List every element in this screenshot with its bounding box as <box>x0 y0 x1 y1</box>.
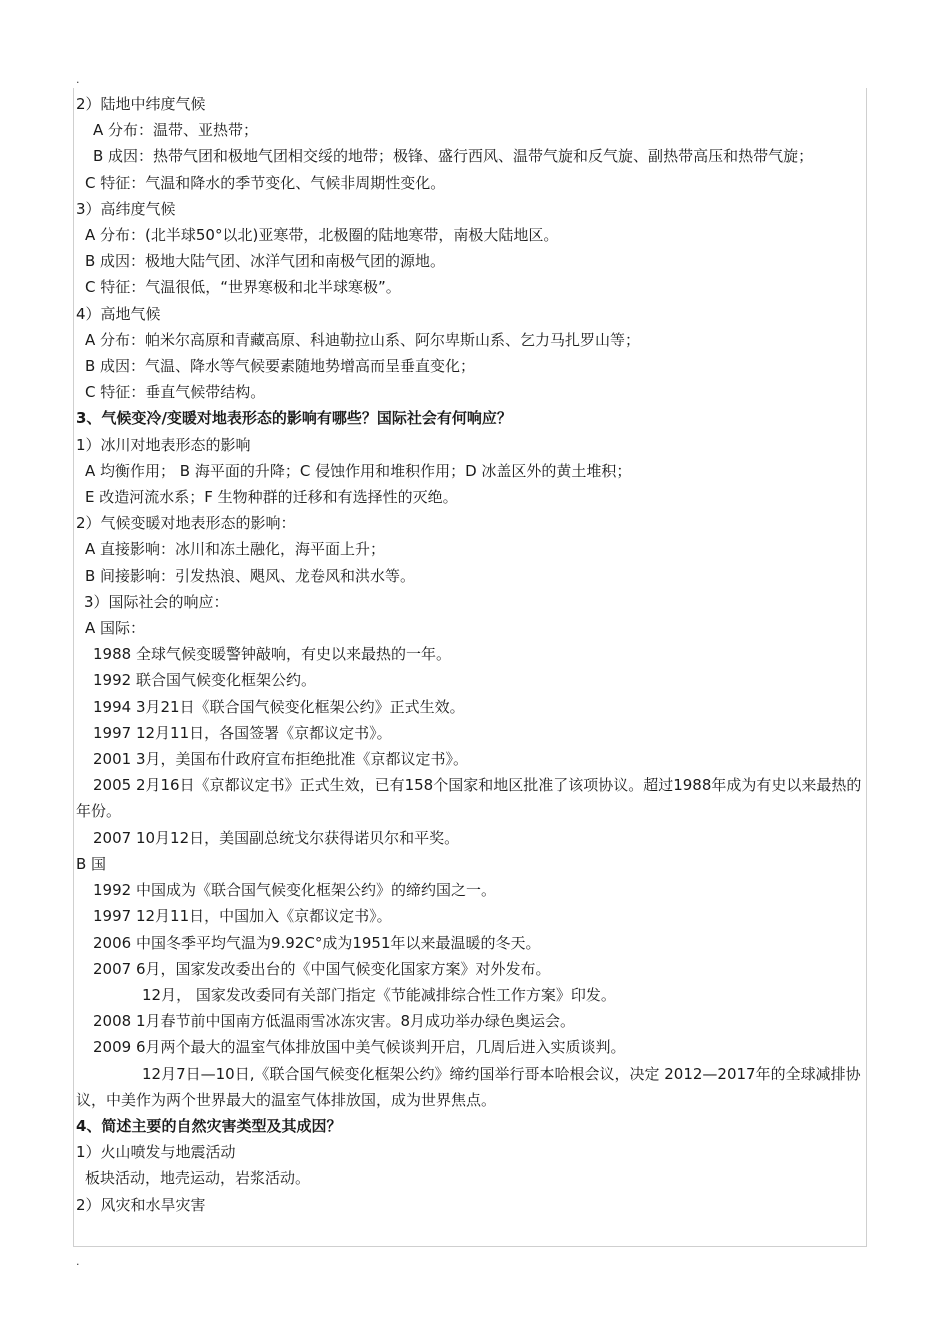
timeline-entry: 1997 12月11日，各国签署《京都议定书》。 <box>93 723 392 742</box>
timeline-entry: 2008 1月春节前中国南方低温雨雪冰冻灾害。8月成功举办绿色奥运会。 <box>93 1012 576 1031</box>
list-item: C 特征：气温很低，“世界寒极和北半球寒极”。 <box>85 278 401 297</box>
subheading-international-response: 3）国际社会的响应： <box>84 592 229 611</box>
section-label-international: A 国际： <box>85 619 146 638</box>
list-item: C 特征：气温和降水的季节变化、气候非周期性变化。 <box>85 173 446 192</box>
list-item: C 特征：垂直气候带结构。 <box>85 383 266 402</box>
list-item: A 直接影响：冰川和冻土融化，海平面上升； <box>85 540 386 559</box>
timeline-entry: 12月， 国家发改委同有关部门指定《节能减排综合性工作方案》印发。 <box>142 985 616 1004</box>
timeline-entry-text: 12月7日—10日,《联合国气候变化框架公约》缔约国举行哥本哈根会议，决定 2012—2017年的全球减排协议，中美作为两个世界最大的温室气体排放国，成为世界焦点。 <box>76 1064 861 1109</box>
document-body <box>76 91 866 1218</box>
timeline-entry: 2007 10月12日，美国副总统戈尔获得诺贝尔和平奖。 <box>93 828 460 847</box>
timeline-entry: 1997 12月11日，中国加入《京都议定书》。 <box>93 907 392 926</box>
list-item: B 间接影响：引发热浪、飓风、龙卷风和洪水等。 <box>85 566 416 585</box>
timeline-entry-text: 2005 2月16日《京都议定书》正式生效，已有158个国家和地区批准了该项协议。超过1988年成为有史以来最热的年份。 <box>76 776 862 821</box>
subheading-glacier-impact: 1）冰川对地表形态的影响 <box>76 435 251 454</box>
section-label-national: B 国 <box>76 854 107 873</box>
timeline-entry: 1994 3月21日《联合国气候变化框架公约》正式生效。 <box>93 697 465 716</box>
page-marker-bottom: . <box>76 1255 80 1268</box>
question-heading-3: 3、气候变冷/变暖对地表形态的影响有哪些？国际社会有何响应？ <box>76 409 512 428</box>
list-item-text: B 成因：热带气团和极地气团相交绥的地带；极锋、盛行西风、温带气旋和反气旋、副热带高压和热带气旋； <box>93 147 814 166</box>
subheading-mid-latitude-climate: 2）陆地中纬度气候 <box>76 95 206 113</box>
list-item: 板块活动，地壳运动，岩浆活动。 <box>85 1169 311 1188</box>
list-item: A 分布：(北半球50°以北)亚寒带，北极圈的陆地寒带，南极大陆地区。 <box>85 226 559 245</box>
list-item <box>76 143 866 169</box>
list-item: A 分布：帕米尔高原和青藏高原、科迪勒拉山系、阿尔卑斯山系、乞力马扎罗山等； <box>85 330 641 349</box>
subheading-highland-climate: 4）高地气候 <box>76 304 161 323</box>
page-marker-top: . <box>76 73 80 86</box>
subheading-high-latitude-climate: 3）高纬度气候 <box>76 199 176 218</box>
timeline-entry: 2009 6月两个最大的温室气体排放国中美气候谈判开启，几周后进入实质谈判。 <box>93 1038 626 1057</box>
list-item: B 成因：极地大陆气团、冰洋气团和南极气团的源地。 <box>85 252 446 271</box>
list-item: B 成因：气温、降水等气候要素随地势增高而呈垂直变化； <box>85 357 476 376</box>
timeline-entry: 2006 中国冬季平均气温为9.92C°成为1951年以来最温暖的冬天。 <box>93 933 541 952</box>
list-item: A 均衡作用； B 海平面的升降；C 侵蚀作用和堆积作用；D 冰盖区外的黄土堆积； <box>85 461 632 480</box>
timeline-entry <box>76 1061 866 1113</box>
timeline-entry <box>76 772 866 824</box>
timeline-entry: 1988 全球气候变暖警钟敲响，有史以来最热的一年。 <box>93 645 451 664</box>
subheading-wind-water-disaster: 2）风灾和水旱灾害 <box>76 1195 206 1214</box>
timeline-entry: 1992 联合国气候变化框架公约。 <box>93 671 316 690</box>
subheading-volcano-earthquake: 1）火山喷发与地震活动 <box>76 1143 236 1162</box>
subheading-warming-impact: 2）气候变暖对地表形态的影响： <box>76 514 296 533</box>
question-heading-4: 4、简述主要的自然灾害类型及其成因？ <box>76 1116 342 1135</box>
list-item: E 改造河流水系；F 生物种群的迁移和有选择性的灭绝。 <box>85 488 458 507</box>
timeline-entry: 2007 6月，国家发改委出台的《中国气候变化国家方案》对外发布。 <box>93 959 551 978</box>
list-item: A 分布：温带、亚热带； <box>93 121 259 140</box>
timeline-entry: 2001 3月，美国布什政府宣布拒绝批准《京都议定书》。 <box>93 750 468 769</box>
timeline-entry: 1992 中国成为《联合国气候变化框架公约》的缔约国之一。 <box>93 881 496 900</box>
